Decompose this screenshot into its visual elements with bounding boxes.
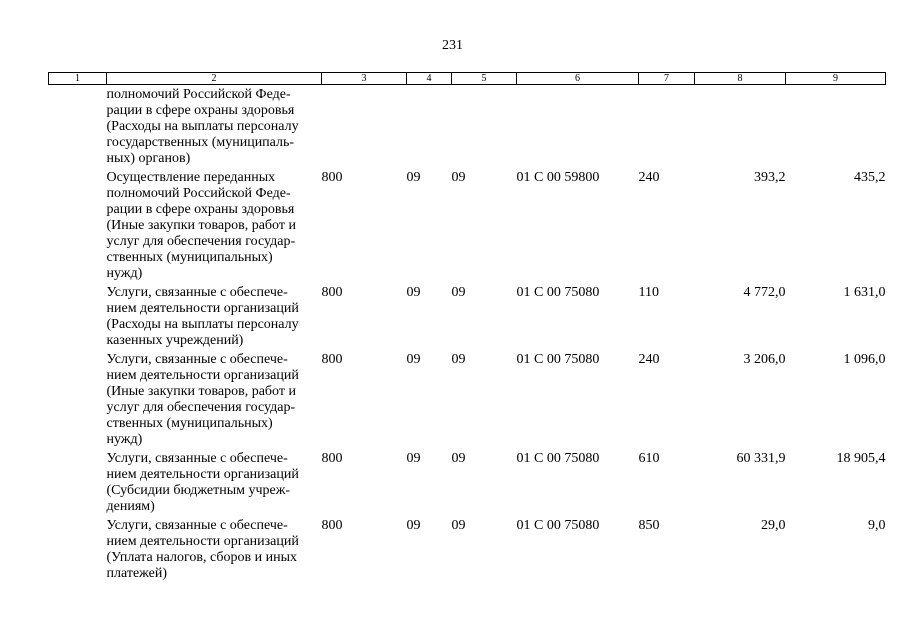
table-body: [49, 85, 886, 586]
cell-target-article-code: 01 С 00 75080: [516, 518, 600, 533]
cell-administrator-code: 800: [321, 352, 343, 367]
cell-row-number: [49, 451, 107, 518]
column-header: 3: [322, 73, 407, 85]
cell-row-number: [49, 285, 107, 352]
cell-target-article-code: 01 С 00 75080: [516, 285, 600, 300]
expense-name-line: дениям): [106, 499, 155, 514]
expense-name-line: нужд): [106, 432, 143, 447]
cell-section-code: [407, 85, 452, 171]
cell-section-code: 09: [406, 352, 421, 367]
expense-name-text: [107, 87, 322, 167]
expense-name-text: [107, 518, 322, 582]
expense-name-line: Услуги, связанные с обеспече-: [106, 518, 288, 533]
cell-target-article-code: 01 С 00 75080: [516, 352, 600, 367]
cell-amount-year-2: 9,0: [868, 518, 886, 533]
expense-name-line: Осуществление переданных: [106, 170, 276, 185]
cell-section-code: 09: [406, 518, 421, 533]
expense-name-line: нием деятельности организаций: [106, 534, 299, 549]
cell-expense-name: [107, 85, 322, 171]
table-row: [49, 352, 886, 451]
cell-section-code: 09: [406, 451, 421, 466]
expense-name-text: [107, 352, 322, 448]
expense-name-line: платежей): [106, 566, 168, 581]
expense-name-line: нием деятельности организаций: [106, 467, 299, 482]
budget-table: [48, 72, 886, 585]
expense-name-line: полномочий Российской Феде-: [106, 186, 291, 201]
column-header: 4: [407, 73, 452, 85]
cell-administrator-code: [322, 85, 407, 171]
expense-name-text: [107, 451, 322, 515]
cell-administrator-code: 800: [321, 170, 343, 185]
cell-row-number: [49, 352, 107, 451]
expense-name-line: казенных учреждений): [106, 333, 244, 348]
expense-name-line: ственных (муниципальных): [106, 416, 273, 431]
expense-name-line: услуг для обеспечения государ-: [106, 400, 296, 415]
cell-target-article-code: 01 С 00 75080: [516, 451, 600, 466]
expense-name-line: рации в сфере охраны здоровья: [106, 202, 295, 217]
column-header: 2: [107, 73, 322, 85]
cell-row-number: [49, 170, 107, 285]
table-row: [49, 170, 886, 285]
cell-subsection-code: 09: [451, 170, 466, 185]
column-header: 5: [452, 73, 517, 85]
expense-name-line: нием деятельности организаций: [106, 301, 299, 316]
cell-section-code: 09: [406, 170, 421, 185]
cell-amount-year-1: 29,0: [761, 518, 786, 533]
column-header: 6: [517, 73, 639, 85]
cell-row-number: [49, 85, 107, 171]
cell-amount-year-1: [695, 85, 786, 171]
expense-name-line: Услуги, связанные с обеспече-: [106, 451, 288, 466]
cell-target-article-code: 01 С 00 59800: [516, 170, 600, 185]
cell-expense-name: [107, 352, 322, 451]
cell-amount-year-2: 1 631,0: [843, 285, 886, 300]
cell-administrator-code: 800: [321, 451, 343, 466]
expense-name-line: рации в сфере охраны здоровья: [106, 103, 295, 118]
page-number: 231: [442, 38, 463, 53]
cell-expense-name: [107, 518, 322, 585]
cell-expense-name: [107, 451, 322, 518]
cell-expense-type-code: [639, 85, 695, 171]
table-row: [49, 518, 886, 585]
column-header: 8: [695, 73, 786, 85]
table-row: [49, 451, 886, 518]
expense-name-line: (Субсидии бюджетным учреж-: [106, 483, 291, 498]
cell-amount-year-1: 4 772,0: [743, 285, 786, 300]
expense-name-line: услуг для обеспечения государ-: [106, 234, 296, 249]
cell-amount-year-2: 435,2: [854, 170, 886, 185]
cell-expense-name: [107, 170, 322, 285]
expense-name-line: полномочий Российской Феде-: [106, 87, 291, 102]
cell-row-number: [49, 518, 107, 585]
table-row: [49, 85, 886, 171]
cell-section-code: 09: [406, 285, 421, 300]
expense-name-line: Услуги, связанные с обеспече-: [106, 285, 288, 300]
cell-expense-name: [107, 285, 322, 352]
expense-name-line: (Уплата налогов, сборов и иных: [106, 550, 297, 565]
column-header: 9: [786, 73, 886, 85]
expense-name-line: (Иные закупки товаров, работ и: [106, 218, 296, 233]
cell-expense-type-code: 240: [638, 170, 660, 185]
cell-expense-type-code: 610: [638, 451, 660, 466]
expense-name-line: Услуги, связанные с обеспече-: [106, 352, 288, 367]
cell-amount-year-2: 18 905,4: [836, 451, 886, 466]
expense-name-line: (Расходы на выплаты персоналу: [106, 317, 299, 332]
expense-name-line: ных) органов): [106, 151, 191, 166]
expense-name-text: [107, 170, 322, 282]
table-row: [49, 285, 886, 352]
expense-name-line: (Расходы на выплаты персоналу: [106, 119, 299, 134]
cell-amount-year-1: 60 331,9: [736, 451, 786, 466]
cell-subsection-code: 09: [451, 518, 466, 533]
expense-name-line: (Иные закупки товаров, работ и: [106, 384, 296, 399]
cell-expense-type-code: 110: [638, 285, 659, 300]
expense-name-line: нужд): [106, 266, 143, 281]
expense-name-line: ственных (муниципальных): [106, 250, 273, 265]
cell-amount-year-1: 393,2: [754, 170, 786, 185]
cell-amount-year-1: 3 206,0: [743, 352, 786, 367]
cell-subsection-code: 09: [451, 451, 466, 466]
cell-subsection-code: 09: [451, 285, 466, 300]
cell-subsection-code: 09: [451, 352, 466, 367]
column-number-header-row: [49, 73, 886, 85]
expense-name-line: государственных (муниципаль-: [106, 135, 295, 150]
cell-administrator-code: 800: [321, 285, 343, 300]
expense-name-line: нием деятельности организаций: [106, 368, 299, 383]
cell-expense-type-code: 850: [638, 518, 660, 533]
expense-name-text: [107, 285, 322, 349]
cell-amount-year-2: 1 096,0: [843, 352, 886, 367]
column-header: 1: [49, 73, 107, 85]
cell-amount-year-2: [786, 85, 886, 171]
cell-target-article-code: [517, 85, 639, 171]
cell-subsection-code: [452, 85, 517, 171]
cell-expense-type-code: 240: [638, 352, 660, 367]
column-header: 7: [639, 73, 695, 85]
cell-administrator-code: 800: [321, 518, 343, 533]
